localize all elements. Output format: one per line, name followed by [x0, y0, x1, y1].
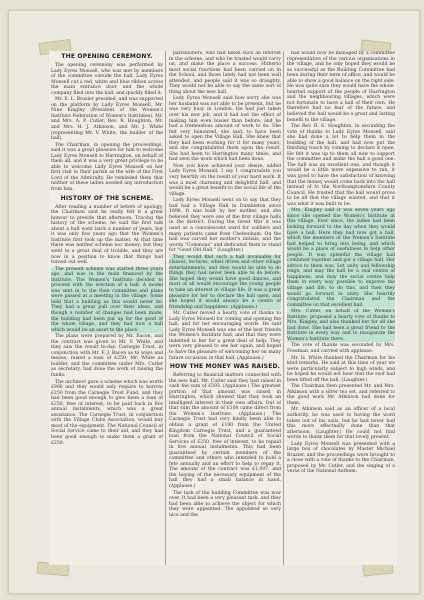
heading-history-of-scheme: HISTORY OF THE SCHEME. [60, 194, 154, 202]
article-column-2 [169, 51, 281, 565]
paragraph: Lady Eyres Monsell said how sorry she was her husband was not able to be present, but he was very busy in London. He had just taken over his new job, and it had lost the effect of making him even busier than before, and he had a tremendous amount of work to do. She felt very honoured, she said, to have been asked to open the Village Hall. She knew that they had been working for it for many years, and she congratulated them upon the result. She had been to Harrington many times, and had seen the work which had been done. [169, 96, 281, 163]
article-column-3 [287, 51, 395, 565]
paragraph: The Chairman, in opening the proceedings, said it was a great pleasure for him to welcome Lady Eyres Monsell to Harrington, on behalf of them all, and it was a very great privilege to be able to welcome Lady Eyres Monsell on her first visit to their parish as the wife of the First Lord of the Admiralty. He reminded them that neither of these ladies needed any introduction from him. [51, 142, 163, 193]
paragraph: The Rev. R. E. Houghton, in seconding the vote of thanks to Lady Eyres Monsell, said she had done a lot to help them in the building of the hall, and had now put the finishing touch by coming to declare it open. He felt it was up to them all now to support the committee and make the hall a good one. The hall was an excellent one, and though it would be a little more expensive to run, it was good to have the satisfaction of knowing that the money would come back into the hall instead of to the Northamptonshire County Council. He trusted that the hall would prove to be all that the village wanted, and that it was what it was built to be. [287, 124, 395, 207]
newspaper-clipping [49, 51, 397, 565]
paragraph: Lady Eyres Monsell went on to say that they had had a Village Hall in Dumbleton since 1896. It was built by her mother, and she believed they were one of the first village halls in the district. During the Great War it was used as a convalescent ward for soldiers and many patients came from Cheltenham. On the hall was carved her mother's initials, and the words "Commons" and dedicated them to stand for "Good Old Hall." (Laughter.) [169, 198, 281, 254]
paragraph: Now you have achieved your desire, added Lady Eyres Monsell, I say I congratulate you very heartily on the result of your hard work. It was a most charming and delightful hall, and would be a great benefit to the social life of the village. [169, 163, 281, 197]
paragraph: Mr. H. White thanked the Chairman for his kind remarks. He said at this time of year we were particularly subject to high winds, and he hoped he would not hear that the roof had been lifted off the hall. (Laughter.) [287, 355, 395, 383]
paragraph: Mr. Atkinson said as an officer of a local authority, he was used to having the word taken out of his sails, but he had never had this more effectually done than that afternoon. (Laughter.) He could not find words to thank them for that lovely present. [287, 407, 395, 441]
paragraph: Mr. Cutler moved a hearty vote of thanks to Lady Eyres Monsell for coming and opening the hall, and for her encouraging words. He said Lady Eyres Monsell was one of the best friends the Women's Institute had, and that they were indebted to her for a great deal of help. They were very pleased to see her again, and hoped to have the pleasure of welcoming her on many future occasions in that hall. (Applause.) [169, 311, 281, 361]
paragraph: The opening ceremony was performed by Lady Eyres Monsell, who was met by members of the committee outside the hall. Lady Eyres Monsell cut a red, white and blue ribbon across the main entrance door, and the whole company filed into the hall, and quickly filled it. [51, 63, 163, 96]
paragraph: parishioners, who had taken such an interest in the scheme, and who he trusted would carry on, and make the place a success. Hitherto most social functions had been carried on in the School, and those lately had not been well attended, and people said it was so draughty. They would not be able to say the same sort of thing about the new hall. [169, 51, 281, 95]
paragraph: Mr. E. L. Brazier presided, and was supported on the platform by Lady Eyres Monsell, Mr. Nine Kingley (President of the Women's Institute Federation of Women's Institutes), Mr. and Mrs. A. P. Cutler, Rev. R. Houghton, Mr. and Mrs. H. J. Atkinson, and Mr. J. White (representing Mr. V. White, the builder of the hall). [51, 97, 163, 142]
paragraph: The task of the building Committee was now over. It had been a very pleasant task, and they had been able to achieve the object for which they were appointed. The appointed so very nice and the [169, 490, 281, 518]
highlighted-paragraph: The present scheme was started three years ago, and was in the main financed by the Institute. The Women's Institute decided to proceed with the erection of a hall. A model was sent in to the then committee and plans were passed at a meeting in the village. Some held that a building as this would never do. They had a great pull over their ideas, and though a number of changes had been made, the building had been put up for the good of the whole village, and they had now a hall which would be an asset to the place. [51, 266, 163, 333]
paragraph: The Chairman then presented Mr. and Mrs. Atkinson with a silver tea set, and referred to the good work Mr. Atkinson had done for them. [287, 384, 395, 406]
heading-opening-ceremony: THE OPENING CEREMONY. [61, 53, 153, 60]
article-column-1 [51, 51, 163, 565]
highlighted-paragraph: Mrs. Kingley said it was seven years ago since she opened the Women's Institute at this village. Ever since, the ladies had been looking forward to the day when they would have a hall. Here they had now got a hall, which the members of the Women's Institute had helped to bring into being, and which would be a place of usefulness to help other people. It was splendid the village had combined together and got a village hall. Her advice to them was, Let unity and fellowship reign, and may the hall be a real centre of happiness; and may the social centre help them in every way possible to improve the village and life, to do this, and then they would go forward in unity. She heartily congratulated the Chairman and the committee on that excellent hall. [287, 208, 395, 308]
paragraph: Lady Eyres Monsell was presented with a large box of chocolates by Master Michael Brazier, and the proceedings were brought to a close with a vote of thanks to the Chairman, proposed by Mr. Cutler, and the singing of a verse of the National Anthem. [287, 441, 395, 475]
column-rule [165, 51, 166, 565]
column-rule [283, 51, 284, 565]
paragraph: Referring to financial matters connected with the new hall, Mr. Cutler said they had raised in cash the sum of £593. (Applause.) The greatest portion of that amount was raised in Harrington, which showed that they took an intelligent interest in their own affairs. Out of that sum the amount of £100 came direct from the Women's Institute. (Applause.) The Carnegie Trust had very kindly been able to obtain a grant of £100 from the United Kingdom Carnegie Trust, and a guaranteed loan from the National Council of Social Services of £250, free of interest, to be repaid in five annual instalments. This had been guaranteed by certain members of the committee and others who intended to hold a fete annually and an effort to help to repay it. The amount of the contract was £1,007, and the buying of the necessary equipment of the hall they had a small balance in hand. (Applause.) [169, 373, 281, 490]
scrapbook-page [8, 10, 420, 594]
paragraph: The plans were prepared by Mr. Bacon, and the contract was given to Mr. V. White, and they saw the result to-day. Carnegie Trust, in conjunction with Mr. F. J. Bacon as to ways and means, raised a loan of £250. Mr. White as builder, and the committee under Mrs. Cutler as secretary, had done the work of raising the funds. [51, 334, 163, 378]
paragraph: hall would now be managed by a committee representative of the various organisations in the village, and he only hoped they would be as successful as the Building Committee had been during their term of office, and would be able to show a good balance on the right side. He was quite sure they would have the whole-hearted support of the people of Harrington and the neighbouring villages, which were not fortunate to have a hall of their own. He therefore had no fear of the future, and believed the hall would be a great and lasting benefit to the village. [287, 51, 395, 123]
paragraph: After reading a number of letters of apology, the Chairman said he really felt it a great honour to preside that afternoon. Tracing the history of the scheme, he said the first talk about a hall went back a number of years, but it was only five years ago that the Women's Institute first took up the matter. At that time there was neither scheme nor money; but they went to a great deal of trouble, and they are now in a position to know that things had turned out well. [51, 204, 163, 266]
highlighted-paragraph: Mrs. Cutler, on behalf of the Women's Institute, proposed a hearty vote of thanks to Mrs. Kingley, and also thanked her for all she had done. She had been a great friend to the Institute in every way and to inaugurate the Women's Institute there. [287, 309, 395, 342]
heading-how-money-was-raised: HOW THE MONEY WAS RAISED. [169, 363, 281, 371]
paragraph: The vote of thanks was seconded by Mrs. Freeman, and carried with applause. [287, 343, 395, 354]
paragraph: The architect gave a scheme which was worth £900 and they would only require to borrow £250 from the Carnegie Trust Fund, and they had been good enough to give them a loan of £250, free of interest, to be paid back in five annual instalments, which was a great assistance. The Carnegie Trust, in conjunction with the Village Clubs Association, would buy most of the equipment. The National Council of Social Service came to their aid, and they had been good enough to make them a grant of £250. [51, 379, 163, 446]
highlighted-paragraph: They would find such a hall invaluable for classes, lectures, whist drives and other village entertainments, and they would be able to do things they had never been able to do before. She hoped they would have good dances, and most of all would encourage the young people to take an interest in village life. It was a great pleasure for her to declare the hall open, and she hoped it would always be a centre of friendship and happiness. (Applause.) [169, 254, 281, 310]
